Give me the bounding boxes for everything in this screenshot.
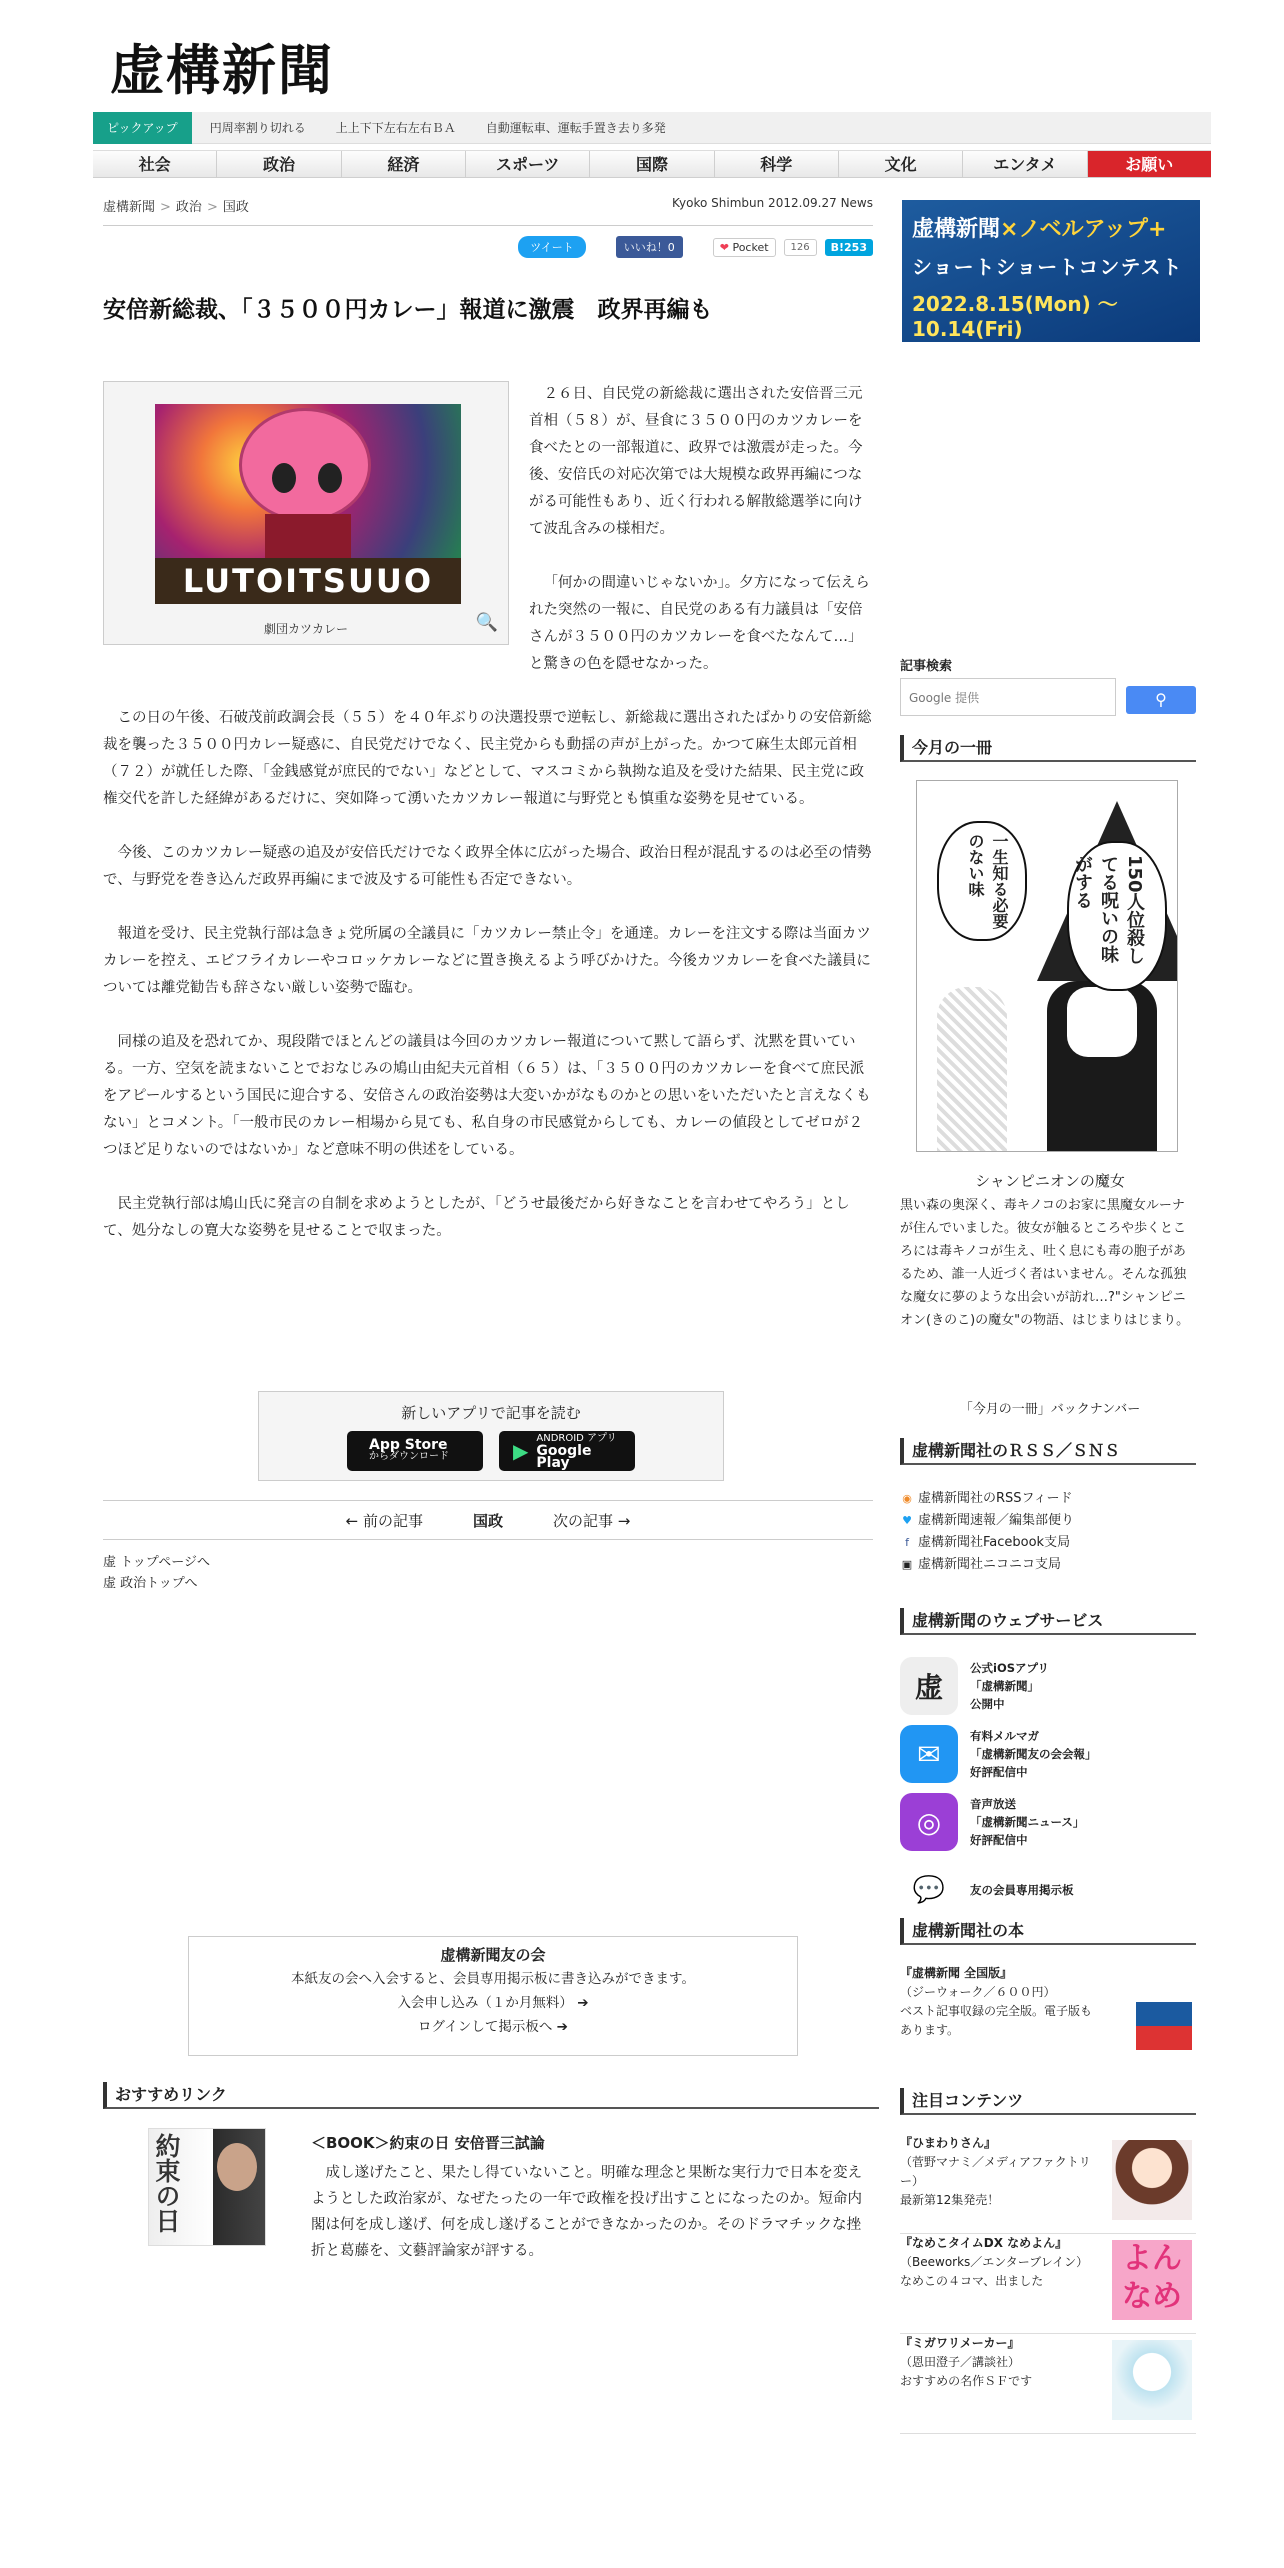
service-item[interactable]: 💬 友の会員専用掲示板 (900, 1856, 1196, 1924)
nav-item-culture[interactable]: 文化 (839, 151, 963, 178)
twitter-icon: ♥ (902, 1514, 912, 1527)
breadcrumb-politics[interactable]: 政治 (175, 200, 202, 215)
pickup-tag: ピックアップ (93, 112, 192, 144)
article-image[interactable] (155, 404, 461, 604)
article-paragraph: 今後、このカツカレー疑惑の追及が安倍氏だけでなく政界全体に広がった場合、政治日程が混乱するのは必至の情勢で、与野党を巻き込んだ政界再編にまで波及する可能性も否定できない。 (103, 845, 872, 888)
tweet-button[interactable]: ツイート (518, 236, 585, 258)
recommend-title[interactable]: ＜BOOK＞約束の日 安倍晋三試論 (311, 2134, 545, 2152)
article-paragraph: ２６日、自民党の新総裁に選出された安倍晋三元首相（５８）が、昼食に３５００円のカツカレーを食べたとの一部報道に、政界では激震が走った。今後、安倍氏の対応次第では大規模な政界再編につながる可能性もあり、近く行われる解散総選挙に向けて波乱含みの様相だ。 (529, 386, 863, 537)
top-links (103, 1552, 210, 1594)
attention-card[interactable]: 『ミガワリメーカー』 （恩田澄子／講談社） おすすめの名作ＳＦです (900, 2334, 1196, 2434)
article-paragraph: 民主党執行部は鳩山氏に発言の自制を求めようとしたが、「どうせ最後だから好きなことを言わせてやろう」として、処分なしの寛大な姿勢を見せることで収まった。 (103, 1196, 850, 1239)
book-thumbnail (1136, 1970, 1192, 2050)
books-heading: 虚構新聞社の本 (900, 1918, 1196, 1945)
attention-card[interactable]: 『なめこタイムDX なめよん』 （Beeworks／エンターブレイン） なめこの４コマ、出ました よん なめ (900, 2234, 1196, 2334)
article-figure (103, 381, 509, 645)
pickup-bar (93, 112, 1211, 144)
rss-icon: ◉ (902, 1492, 912, 1505)
nav-item-economy[interactable]: 経済 (342, 151, 466, 178)
search-label: 記事検索 (900, 659, 953, 674)
pickup-item[interactable]: 自動運転車、運転手置き去り多発 (485, 121, 666, 135)
breadcrumb: 虚構新聞 > 政治 > 国政 Kyoko Shimbun 2012.09.27 News (103, 196, 873, 226)
manga-speech-bubble: 一生知る必要のない味 (937, 821, 1027, 941)
podcast-icon: ◎ (900, 1793, 958, 1851)
member-title: 虚構新聞友の会 (440, 1946, 546, 1964)
book-card[interactable]: 『虚構新聞 全国版』 （ジーウォーク／６００円） ベスト記事収録の完全版。電子版もあります。 (900, 1964, 1196, 2044)
recommend-section (103, 2082, 879, 2259)
image-lettering: LUTOITSUUO (155, 558, 461, 604)
pocket-icon: ❤ (719, 240, 729, 254)
member-join-link[interactable]: 入会申し込み（１か月無料） (397, 1995, 573, 2011)
pickup-item[interactable]: 円周率割り切れる (209, 121, 306, 135)
google-play-button[interactable]: ▶ ANDROID アプリ Google Play (499, 1431, 635, 1471)
web-services-heading: 虚構新聞のウェブサービス (900, 1608, 1196, 1635)
app-promo (258, 1391, 724, 1481)
kyoko-app-icon: 虚 (900, 1657, 958, 1715)
facebook-link[interactable]: 虚構新聞社Facebook支局 (918, 1535, 1071, 1550)
nav-item-science[interactable]: 科学 (715, 151, 839, 178)
niconico-icon: ▣ (901, 1558, 913, 1571)
breadcrumb-kokusei[interactable]: 国政 (222, 200, 249, 215)
backnumber-link[interactable]: 「今月の一冊」バックナンバー (959, 1402, 1141, 1417)
breadcrumb-home[interactable]: 虚構新聞 (103, 200, 156, 215)
app-store-button[interactable]: App Store からダウンロード (347, 1431, 483, 1471)
category-link[interactable]: 国政 (472, 1511, 503, 1530)
chat-icon: 💬 (900, 1861, 958, 1919)
member-box (188, 1936, 798, 2056)
nav-item-international[interactable]: 国際 (590, 151, 714, 178)
facebook-like-button[interactable]: いいね！0 (616, 236, 683, 258)
article-paragraph: 「何かの間違いじゃないか」。夕方になって伝えられた突然の一報に、自民党のある有力議員は「安倍さんが３５００円のカツカレーを食べたなんて…」と驚きの色を隠せなかった。 (529, 575, 870, 672)
member-login-link[interactable]: ログインして掲示板へ (418, 2019, 553, 2035)
twitter-link[interactable]: 虚構新聞速報／編集部便り (918, 1513, 1075, 1528)
search-input[interactable]: Google 提供 (900, 678, 1116, 716)
attention-card[interactable]: 『ひまわりさん』 （菅野マナミ／メディアファクトリー） 最新第12集発売！ (900, 2134, 1196, 2234)
share-bar (518, 236, 873, 258)
search-button[interactable] (1126, 686, 1196, 714)
app-promo-title: 新しいアプリで記事を読む (401, 1404, 581, 1422)
article-paragraph: 報道を受け、民主党執行部は急きょ党所属の全議員に「カツカレー禁止令」を通達。カレーを注文する際は当面カツカレーを控え、エビフライカレーやコロッケカレーなどに置き換えるよう呼びかけた。今後カツカレーを食べた議員については離党勧告も辞さない厳しい姿勢で臨む。 (103, 926, 871, 996)
article-source-date: Kyoko Shimbun 2012.09.27 News (672, 196, 873, 210)
main-column (103, 196, 873, 2259)
member-text: 本紙友の会へ入会すると、会員専用掲示板に書き込みができます。 (291, 1971, 695, 1987)
image-caption: 劇団カツカレー (263, 622, 348, 636)
pickup-item[interactable]: 上上下下左右左右ＢＡ (335, 121, 456, 135)
article-pager (103, 1500, 873, 1540)
recommend-heading: おすすめリンク (103, 2082, 879, 2109)
article-paragraph: 同様の追及を恐れてか、現段階でほとんどの議員は今回のカツカレー報道について黙して語らず、沈黙を貫いている。一方、空気を読まないことでおなじみの鳩山由紀夫元首相（６５）は、「３５００円のカツカレーを食べて庶民派をアピールするという国民に迎合する、安倍さんの政治姿勢は大変いかがなものかとの思いをいただいたと言えなくもない」とコメント。「一般市民のカレー相場から見ても、私自身の市民感覚からしても、カレーの値段としてゼロが２つほど足りないのではないか」など意味不明の供述をしている。 (103, 1034, 871, 1158)
niconico-link[interactable]: 虚構新聞社ニコニコ支局 (918, 1557, 1062, 1572)
book-cover-image[interactable] (148, 2128, 266, 2246)
rss-links (900, 1488, 1074, 1576)
pocket-count: 126 (784, 239, 817, 256)
book-of-month-image[interactable] (916, 780, 1178, 1152)
arrow-circle-icon: ➔ (577, 1995, 589, 2011)
nav-item-entertainment[interactable]: エンタメ (963, 151, 1087, 178)
arrow-circle-icon: ➔ (556, 2019, 568, 2035)
book-of-month-title[interactable]: シャンピニオンの魔女 (975, 1172, 1125, 1190)
top-page-link[interactable]: 虚 トップページへ (103, 1555, 210, 1570)
migawari-thumbnail (1112, 2340, 1192, 2420)
attention-heading: 注目コンテンツ (900, 2088, 1196, 2115)
play-icon: ▶ (513, 1439, 529, 1463)
nameko-thumbnail: よん なめ (1112, 2240, 1192, 2320)
prev-article-link[interactable]: ← 前の記事 (345, 1511, 423, 1530)
politics-top-link[interactable]: 虚 政治トップへ (103, 1576, 198, 1591)
article-paragraph: この日の午後、石破茂前政調会長（５５）を４０年ぶりの決選投票で逆転し、新総裁に選出されたばかりの安倍新総裁を襲った３５００円カレー疑惑に、自民党だけでなく、民主党からも動揺の声が上がった。かつて麻生太郎元首相（７２）が就任した際、「金銭感覚が庶民的でない」などとして、マスコミから執拗な追及を受けた結果、民主党に政権交代を許した経緯があるだけに、突如降って湧いたカツカレー報道に与野党とも慎重な姿勢を見せている。 (103, 710, 872, 807)
book-of-month-heading: 今月の一冊 (900, 735, 1196, 762)
site-logo[interactable]: 虚構新聞 (110, 38, 334, 102)
recommend-text: 成し遂げたこと、果たし得ていないこと。明確な理念と果断な実行力で日本を変えようとした政治家が、なぜたったの一年で政権を投げ出すことになったのか。短命内閣は何を成し遂げ、何を成し遂げることができなかったのか。そのドラマチックな挫折と葛藤を、文藝評論家が評する。 (311, 2165, 862, 2259)
web-services-list (900, 1652, 1196, 1924)
himawari-thumbnail (1112, 2140, 1192, 2220)
main-nav (93, 150, 1211, 178)
article-title: 安倍新総裁、「３５００円カレー」報道に激震 政界再編も (103, 297, 713, 323)
zoom-icon[interactable]: 🔍 (475, 612, 498, 633)
search-icon: ⚲ (1155, 690, 1167, 709)
nav-item-society[interactable]: 社会 (93, 151, 217, 178)
nav-item-request[interactable]: お願い (1088, 151, 1211, 178)
pocket-button[interactable]: ❤ Pocket (713, 238, 776, 257)
service-item[interactable]: ◎ 音声放送 「虚構新聞ニュース」 好評配信中 (900, 1788, 1196, 1856)
mail-icon: ✉ (900, 1725, 958, 1783)
nav-item-sports[interactable]: スポーツ (466, 151, 590, 178)
book-of-month-desc: 黒い森の奥深く、毒キノコのお家に黒魔女ルーナが住んでいました。彼女が触るところや歩くところには毒キノコが生え、吐く息にも毒の胞子があるため、誰一人近づく者はいません。そんな孤独な魔女に夢のような出会いが訪れ…?"シャンピニオン(きのこ)の魔女"の物語、はじまりはじまり。 (900, 1198, 1190, 1328)
contest-banner[interactable]: 虚構新聞×ノベルアップ+ ショートショートコンテスト 2022.8.15(Mon) 〜10.14(Fri) (902, 200, 1200, 342)
rss-link[interactable]: 虚構新聞社のRSSフィード (918, 1491, 1073, 1506)
manga-speech-bubble: 150人位殺してる呪いの味がする (1067, 841, 1167, 991)
service-item[interactable]: 虚 公式iOSアプリ 「虚構新聞」 公開中 (900, 1652, 1196, 1720)
nav-item-politics[interactable]: 政治 (217, 151, 341, 178)
facebook-icon: f (905, 1536, 909, 1549)
hatena-bookmark-button[interactable]: B!253 (825, 239, 873, 256)
article-body (103, 381, 873, 1272)
rss-heading: 虚構新聞社のＲＳＳ／ＳＮＳ (900, 1438, 1196, 1465)
book-cover-title: 約束の日 (152, 2133, 181, 2233)
next-article-link[interactable]: 次の記事 → (553, 1511, 631, 1530)
service-item[interactable]: ✉ 有料メルマガ 「虚構新聞友の会会報」 好評配信中 (900, 1720, 1196, 1788)
